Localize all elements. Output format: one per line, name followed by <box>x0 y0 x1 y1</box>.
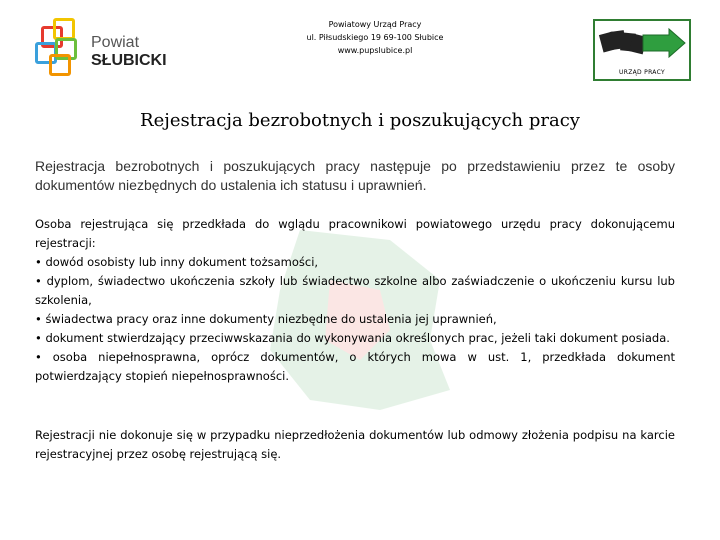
document-item: • osoba niepełnosprawna, oprócz dokumentów, o których mowa w ust. 1, przedkłada dokument potwierdzający stopień niepełnosprawności. <box>35 350 675 383</box>
office-name: Powiatowy Urząd Pracy <box>328 20 422 29</box>
document-item: • dyplom, świadectwo ukończenia szkoły lub świadectwo szkolne albo zaświadczenie o ukończeniu kursu lub szkolenia, <box>35 274 675 307</box>
document-item: • dokument stwierdzający przeciwwskazania do wykonywania określonych prac, jeżeli taki dokument posiada. <box>35 331 670 345</box>
logo-text-slubicki: SŁUBICKI <box>91 52 167 69</box>
urzad-pracy-logo <box>593 19 691 81</box>
closing-paragraph: Rejestracji nie dokonuje się w przypadku nieprzedłożenia dokumentów lub odmowy złożenia podpisu na karcie rejestracyjnej przez osobę rejestrującą się. <box>35 428 675 461</box>
documents-lead: Osoba rejestrująca się przedkłada do wglądu pracownikowi powiatowego urzędu pracy dokonującemu rejestracji: <box>35 217 675 250</box>
document-item: • świadectwa pracy oraz inne dokumenty niezbędne do ustalenia jej uprawnień, <box>35 312 497 326</box>
office-info <box>270 18 480 57</box>
logo-square-yellow <box>53 18 75 40</box>
logo-text-powiat: Powiat <box>91 34 140 51</box>
office-website: www.pupslubice.pl <box>337 46 413 55</box>
urzad-pracy-label: URZĄD PRACY <box>619 69 665 76</box>
document-item: • dowód osobisty lub inny dokument tożsamości, <box>35 255 319 269</box>
logo-square-orange <box>49 54 71 76</box>
intro-paragraph: Rejestracja bezrobotnych i poszukujących pracy następuje po przedstawieniu przez te osoby dokumentów niezbędnych do ustalenia ich statusu i uprawnień. <box>35 158 675 193</box>
page-title: Rejestracja bezrobotnych i poszukujących pracy <box>140 110 580 131</box>
powiat-slubicki-logo <box>33 18 173 80</box>
office-address: ul. Piłsudskiego 19 69-100 Słubice <box>306 33 444 42</box>
documents-section <box>35 215 675 386</box>
